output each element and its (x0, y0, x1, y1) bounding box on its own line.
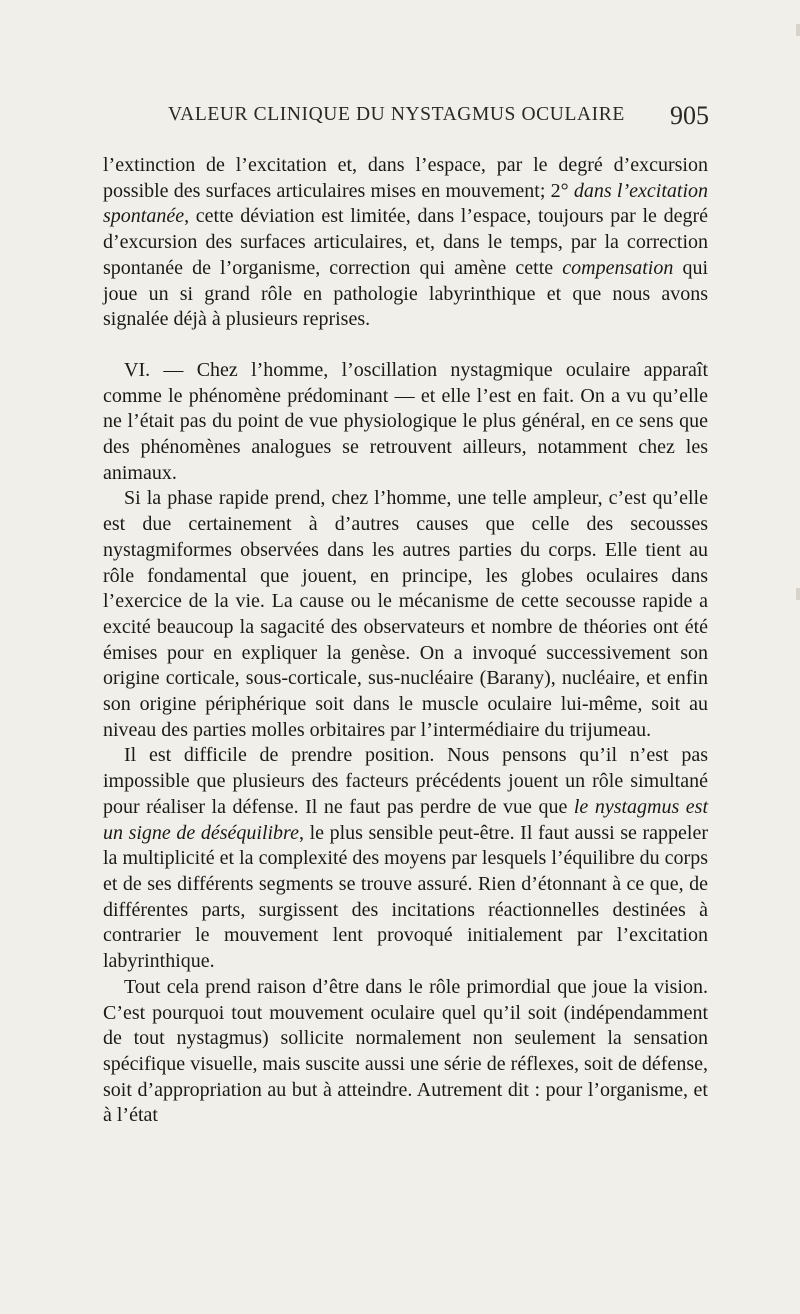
italic-phrase: dans l’excitation spontanée (103, 179, 709, 228)
text-segment: , cette déviation est limitée, dans l’espace, toujours par le degré d’excursion des surfaces articulaires, et, dans le temps, par la correction spontanée de l’organisme, correction qui amène cette (103, 205, 708, 279)
paragraph-rapid-phase (103, 486, 708, 743)
text-segment: — Chez l’homme, l’oscillation nystagmique oculaire apparaît comme le phénomène prédominant — et elle l’est en fait. On a vu qu’elle ne l’était pas du point de vue physiologique le plus général, en ce sens que des phénomènes analogues se retrouvent ailleurs, notamment chez les animaux. (103, 358, 708, 484)
page-edge-mark (796, 24, 800, 36)
text-segment: Il est difficile de prendre position. Nous pensons qu’il n’est pas impossible que plusieurs des facteurs précédents jouent un rôle simultané pour réaliser la défense. Il ne faut pas perdre de vue que (103, 744, 708, 818)
text-segment: , le plus sensible peut-être. Il faut aussi se rappeler la multiplicité et la complexité des moyens par lesquels l’équilibre du corps et de ses différents segments se trouve assuré. Rien d’étonnant à ce que, de différentes parts, surgissent des incitations réactionnelles destinées à contrarier le mouvement lent provoqué initialement par l’excitation labyrinthique. (103, 821, 709, 973)
page-edge-mark (796, 588, 800, 600)
text-segment: l’extinction de l’excitation et, dans l’espace, par le degré d’excursion possible des surfaces articulaires mises en mouvement; 2° (103, 154, 708, 202)
paragraph-vision-role (103, 975, 708, 1129)
paragraph-continuation (103, 153, 708, 333)
text-segment: Si la phase rapide prend, chez l’homme, une telle ampleur, c’est qu’elle est due certainement à d’autres causes que celle des secousses nystagmiformes observées dans les autres parties du corps. Elle tient au rôle fondamental que jouent, en principe, les globes oculaires dans l’exercice de la vie. La cause ou le mécanisme de cette secousse rapide a excité beaucoup la sagacité des observateurs et nombre de théories ont été émises pour en expliquer la genèse. On a invoqué successivement son origine corticale, sous-corticale, sus-nucléaire (Barany), nucléaire, et enfin son origine périphérique soit dans le muscle oculaire lui-même, soit au niveau des parties molles orbitaires par l’intermédiaire du trijumeau. (103, 487, 708, 741)
body-text (103, 153, 708, 1129)
paragraph-position (103, 743, 708, 974)
section-label: VI. (124, 358, 151, 381)
page-number: 905 (670, 101, 709, 130)
running-title: VALEUR CLINIQUE DU NYSTAGMUS OCULAIRE (168, 104, 625, 125)
text-segment: Tout cela prend raison d’être dans le rôle primordial que joue la vision. C’est pourquoi tout mouvement oculaire quel qu’il soit (indépendamment de tout nystagmus) sollicite normalement non seulement la sensation spécifique visuelle, mais suscite aussi une série de réflexes, soit de défense, soit d’appropriation au but à atteindre. Autrement dit : pour l’organisme, et à l’état (103, 975, 708, 1127)
text-segment: qui joue un si grand rôle en pathologie labyrinthique et que nous avons signalée déjà à plusieurs reprises. (103, 256, 708, 331)
italic-term: compensation (562, 256, 674, 279)
paragraph-section-vi (103, 358, 708, 487)
italic-thesis: le nystagmus est un signe de déséquilibre (103, 795, 708, 844)
running-head (0, 101, 800, 134)
